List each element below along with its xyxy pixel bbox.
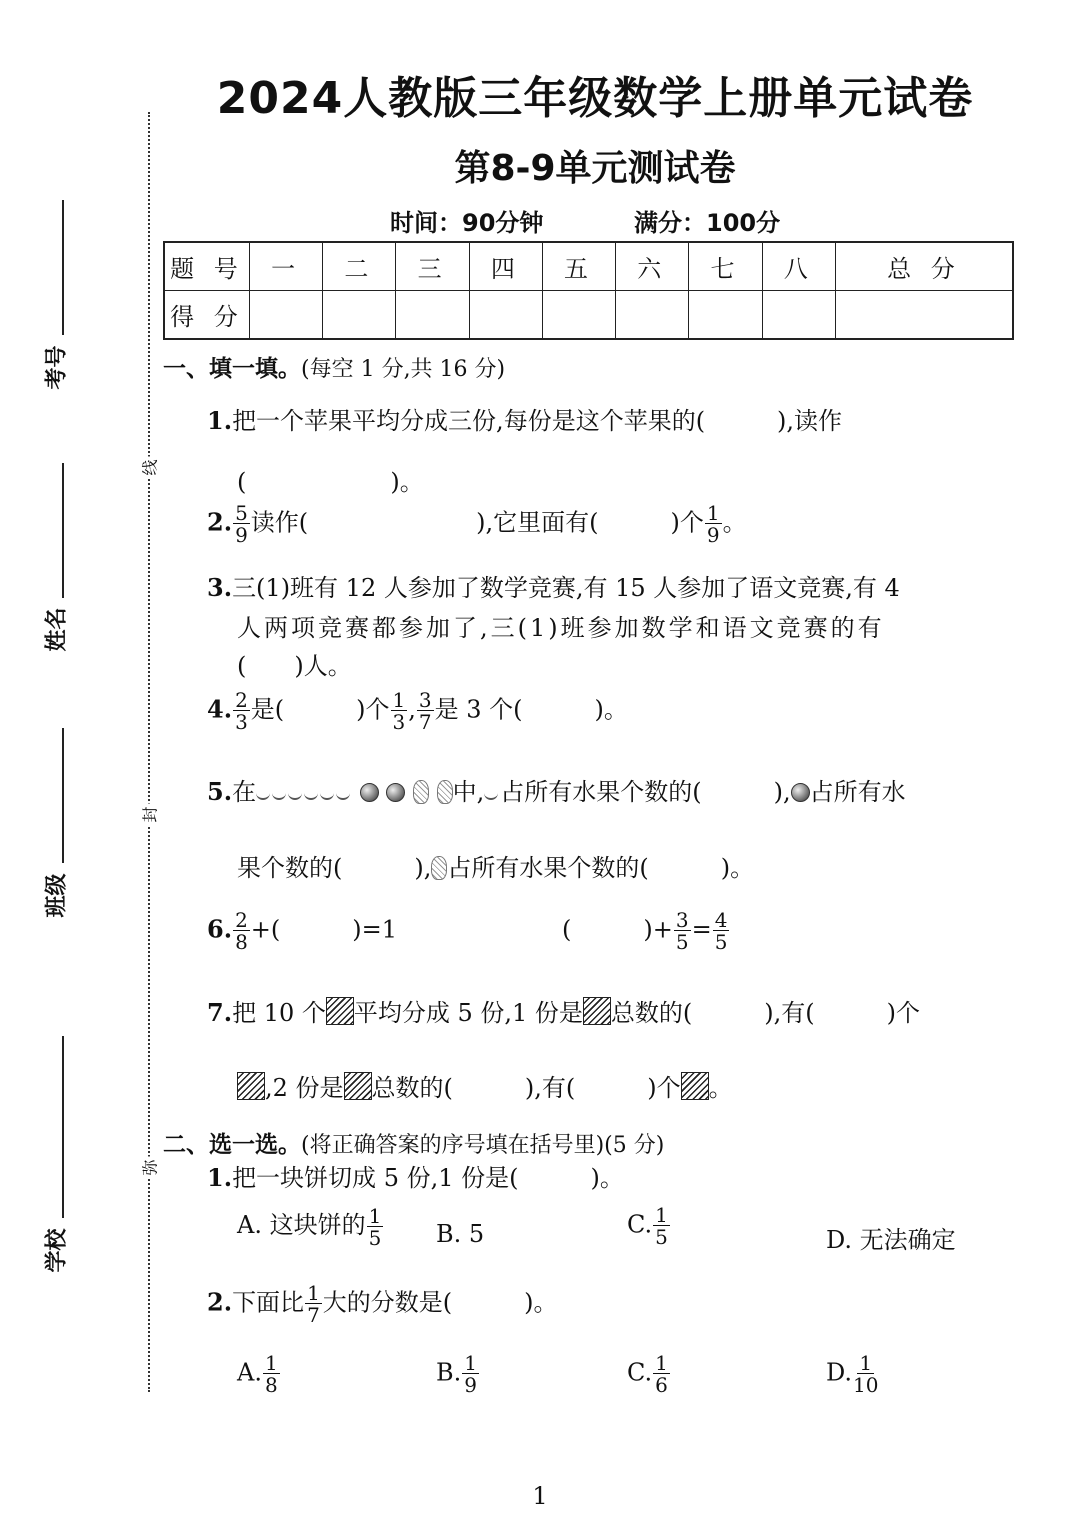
score-cell[interactable] (542, 291, 615, 340)
score-cell-total[interactable] (835, 291, 1013, 340)
fraction: $\frac{1}{3}$ (392, 688, 406, 734)
binding-mark-seal: 封 (138, 804, 161, 826)
col-2: 二 (323, 242, 396, 291)
hatched-square-icon (583, 997, 611, 1025)
exam-title: 2024人教版三年级数学上册单元试卷 (216, 73, 974, 124)
score-cell[interactable] (250, 291, 323, 340)
score-cell[interactable] (469, 291, 542, 340)
q1-7-line2: ,2 份是 总数的( ),有( )个 。 (237, 1068, 733, 1103)
col-4: 四 (469, 242, 542, 291)
q1-1 (207, 403, 842, 439)
banana-icon (256, 792, 270, 800)
binding-dotted-line (148, 112, 150, 1392)
q1-3: 3.三(1)班有 12 人参加了数学竞赛,有 15 人参加了语文竞赛,有 4 (207, 573, 900, 602)
q1-5: 5.在 中, 占所有水果个数的( ), 占所有水 (207, 777, 906, 806)
banana-icon (320, 792, 334, 800)
name-label: 姓名 (44, 607, 70, 652)
hatched-square-icon (344, 1072, 372, 1100)
fraction: $\frac{1}{9}$ (706, 501, 720, 547)
q-number: 1. (207, 406, 233, 435)
q1-3-line2: 人两项竞赛都参加了,三(1)班参加数学和语文竞赛的有 (237, 614, 885, 642)
section1-title: 一、填一填。 (163, 356, 301, 382)
row-header-question: 题 号 (164, 242, 250, 291)
q-number: 7. (207, 998, 233, 1027)
pineapple-icon (437, 780, 453, 804)
col-5: 五 (542, 242, 615, 291)
class-label: 班级 (44, 873, 70, 918)
score-cell[interactable] (323, 291, 396, 340)
q2-1-option-d[interactable]: D. 无法确定 (826, 1226, 956, 1254)
exam-number-label: 考号 (44, 345, 70, 390)
section2-heading (163, 1126, 664, 1159)
school-label: 学校 (44, 1228, 70, 1273)
q-number: 3. (207, 573, 233, 602)
score-table (163, 241, 1014, 340)
class-line[interactable] (62, 728, 64, 863)
q-number: 6. (207, 914, 233, 944)
score-cell[interactable] (616, 291, 689, 340)
col-7: 七 (689, 242, 762, 291)
q2-2-option-b[interactable]: B. $\frac{1}{9}$ (436, 1351, 477, 1397)
binding-mark-line: 线 (138, 457, 161, 479)
score-cell[interactable] (396, 291, 469, 340)
col-3: 三 (396, 242, 469, 291)
banana-icon (272, 792, 286, 800)
fraction: $\frac{3}{5}$ (675, 908, 689, 954)
q1-4: 4. $\frac{2}{3}$ 是( )个 $\frac{1}{3}$ , $\frac{3}{7}$ 是 3 个( )。 (207, 688, 628, 734)
q1-7: 7.把 10 个 平均分成 5 份,1 份是 总数的( ),有( )个 (207, 998, 921, 1027)
section2-note: (将正确答案的序号填在括号里)(5 分) (301, 1133, 665, 1158)
section1-note: (每空 1 分,共 16 分) (301, 357, 506, 382)
exam-number-line[interactable] (62, 200, 64, 335)
q1-3-line3: ( )人。 (237, 652, 352, 680)
q2-1-option-a[interactable]: A. 这块饼的 $\frac{1}{5}$ (237, 1203, 382, 1250)
section2-title: 二、选一选。 (163, 1132, 301, 1158)
fraction: $\frac{4}{5}$ (714, 908, 728, 954)
hatched-square-icon (326, 997, 354, 1025)
q1-1-line2: ( )。 (237, 468, 424, 496)
q-number: 5. (207, 777, 233, 806)
q2-2-option-c[interactable]: C. $\frac{1}{6}$ (627, 1351, 668, 1397)
fraction: $\frac{2}{3}$ (235, 688, 248, 734)
score-cell[interactable] (689, 291, 762, 340)
fraction: $\frac{5}{9}$ (235, 501, 248, 547)
apple-icon (360, 783, 379, 802)
row-header-score: 得 分 (164, 291, 250, 340)
fraction: $\frac{2}{8}$ (235, 908, 248, 954)
fruit-group (256, 778, 453, 806)
banana-icon (304, 792, 318, 800)
time-limit: 时间：90分钟 (390, 209, 544, 237)
q-number: 1. (207, 1163, 233, 1192)
page-number: 1 (532, 1482, 548, 1510)
col-6: 六 (616, 242, 689, 291)
score-row (164, 291, 1013, 340)
q2-1-option-b[interactable]: B. 5 (436, 1220, 485, 1248)
pineapple-icon (431, 856, 447, 880)
q1-5-line2: 果个数的( ), 占所有水果个数的( )。 (237, 854, 755, 882)
q-number: 2. (207, 1287, 233, 1317)
col-8: 八 (762, 242, 835, 291)
q-number: 4. (207, 694, 233, 724)
q1-6-b: ( )+ $\frac{3}{5}$ = $\frac{4}{5}$ (562, 908, 728, 954)
q-number: 2. (207, 507, 233, 537)
exam-subtitle: 第8-9单元测试卷 (454, 148, 736, 189)
q2-2-option-a[interactable]: A. $\frac{1}{8}$ (237, 1351, 278, 1397)
full-score: 满分：100分 (634, 209, 781, 237)
hatched-square-icon (681, 1072, 709, 1100)
school-line[interactable] (62, 1036, 64, 1218)
binding-mark-seal2: 弥 (138, 1157, 161, 1179)
q1-6: 6. $\frac{2}{8}$ +( )=1 (207, 908, 398, 954)
banana-icon (336, 792, 350, 800)
col-total: 总 分 (835, 242, 1013, 291)
q2-2: 2.下面比 $\frac{1}{7}$ 大的分数是( )。 (207, 1281, 558, 1327)
section1-heading (163, 350, 505, 383)
q2-2-option-d[interactable]: D. $\frac{1}{10}$ (826, 1351, 879, 1397)
col-1: 一 (250, 242, 323, 291)
name-line[interactable] (62, 463, 64, 598)
question-number-row (164, 242, 1013, 291)
fraction: $\frac{3}{7}$ (418, 688, 432, 734)
banana-icon (288, 792, 302, 800)
q1-1-text: 把一个苹果平均分成三份,每份是这个苹果的( ),读作 (232, 407, 843, 435)
q2-1-option-c[interactable]: C. $\frac{1}{5}$ (627, 1203, 668, 1249)
score-cell[interactable] (762, 291, 835, 340)
pineapple-icon (413, 780, 429, 804)
q1-2: 2. $\frac{5}{9}$ 读作( ),它里面有( )个 $\frac{1}{9}$ 。 (207, 501, 747, 547)
banana-icon (484, 792, 498, 800)
apple-icon (386, 783, 405, 802)
apple-icon (791, 783, 810, 802)
q2-1: 1.把一块饼切成 5 份,1 份是( )。 (207, 1163, 624, 1192)
hatched-square-icon (237, 1072, 265, 1100)
